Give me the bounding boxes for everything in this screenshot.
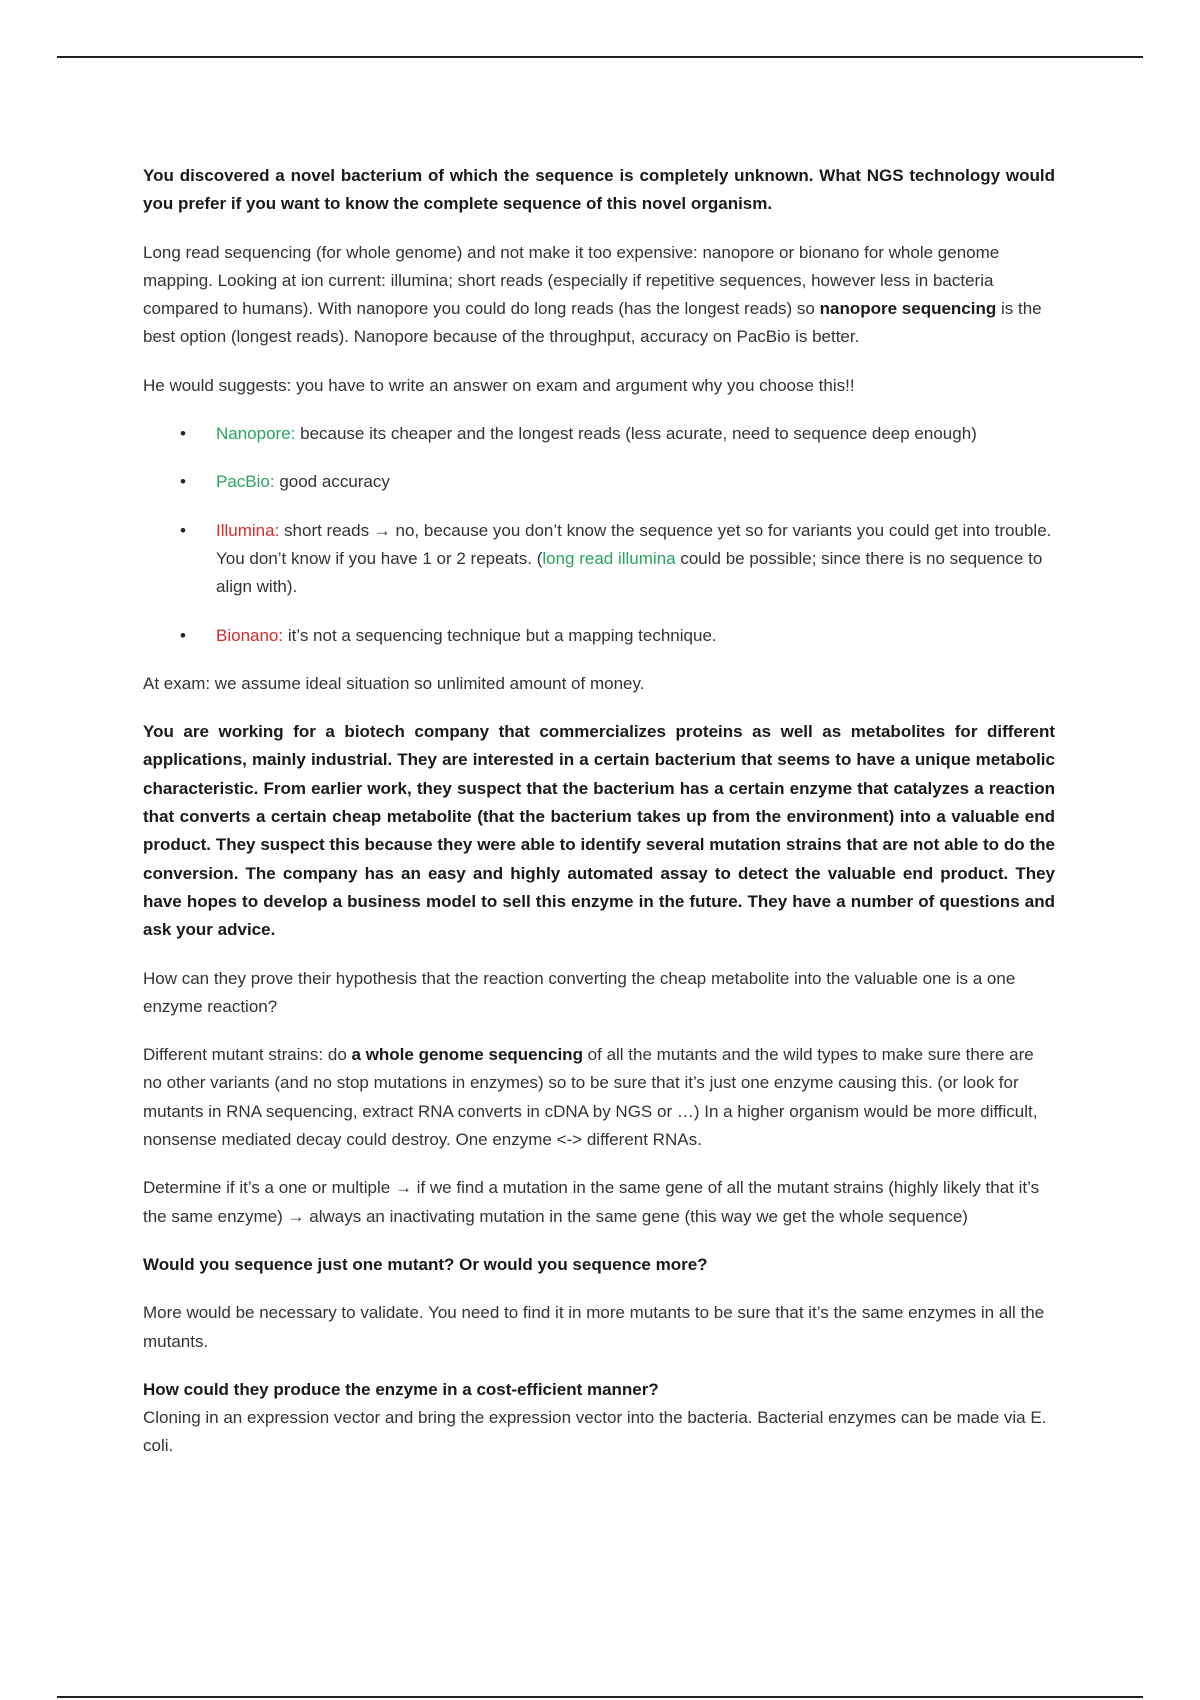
technology-list [143,420,1055,650]
bullet-icon: • [180,424,186,444]
long-read-illumina: long read illumina [542,548,676,568]
answer-determine: Determine if it’s a one or multiple → if we find a mutation in the same gene of all the mutant strains (highly likely that it’s the same enzyme) → always an inactivating mutation in the same gene (this way we get the whole sequence) [143,1178,1040,1226]
list-item-pacbio: • PacBio: good accuracy [216,468,1055,496]
bullet-icon: • [180,472,186,492]
question-sequence-more: Would you sequence just one mutant? Or would you sequence more? [143,1254,708,1274]
label-pacbio: PacBio: [216,472,275,492]
list-item-nanopore: • Nanopore: because its cheaper and the longest reads (less acurate, need to sequence deep enough) [216,420,1055,448]
question-produce-enzyme: How could they produce the enzyme in a cost-efficient manner? [143,1379,659,1399]
label-nanopore: Nanopore: [216,424,296,444]
document-body [143,162,1055,1481]
answer-produce-enzyme: Cloning in an expression vector and bring the expression vector into the bacteria. Bacterial enzymes can be made via E. coli. [143,1408,1047,1456]
label-bionano: Bionano: [216,625,284,645]
scenario-biotech: You are working for a biotech company that commercializes proteins as well as metabolites for different applications, mainly industrial. They are interested in a certain bacterium that seems to have a unique metabolic characteristic. From earlier work, they suspect that the bacterium has a certain enzyme that catalyzes a reaction that converts a certain cheap metabolite (that the bacterium takes up from the environment) into a valuable end product. They suspect this because they were able to identify several mutation strains that are not able to do the conversion. The company has an easy and highly automated assay to detect the valuable end product. They have hopes to develop a business model to sell this enzyme in the future. They have a number of questions and ask your advice. [143,722,1055,940]
exam-note: At exam: we assume ideal situation so unlimited amount of money. [143,673,645,693]
footer-rule [57,1696,1143,1698]
nanopore-sequencing-emphasis: nanopore sequencing [819,299,997,319]
suggestion-note: He would suggests: you have to write an answer on exam and argument why you choose this!! [143,375,855,395]
question-prove-hypothesis: How can they prove their hypothesis that the reaction converting the cheap metabolite into the valuable one is a one enzyme reaction? [143,968,1016,1016]
answer-mutant-strains: Different mutant strains: do a whole genome sequencing of all the mutants and the wild types to make sure there are no other variants (and no stop mutations in enzymes) so to be sure that it’s just one enzyme causing this. (or look for mutants in RNA sequencing, extract RNA converts in cDNA by NGS or …) In a higher organism would be more difficult, nonsense mediated decay could destroy. One enzyme <-> different RNAs. [143,1045,1038,1150]
whole-genome-emphasis: a whole genome sequencing [351,1045,583,1065]
header-rule [57,56,1143,58]
bullet-icon: • [180,520,186,540]
answer-sequence-more: More would be necessary to validate. You need to find it in more mutants to be sure that it’s the same enzymes in all the mutants. [143,1303,1045,1351]
question-novel-bacterium: You discovered a novel bacterium of which the sequence is completely unknown. What NGS technology would you prefer if you want to know the complete sequence of this novel organism. [143,166,1055,214]
list-item-illumina: • Illumina: short reads → no, because you don’t know the sequence yet so for variants you could get into trouble. You don’t know if you have 1 or 2 repeats. (long read illumina could be possible; since there is no sequence to align with). [216,517,1055,602]
bullet-icon: • [180,625,186,645]
answer-long-read: Long read sequencing (for whole genome) and not make it too expensive: nanopore or bionano for whole genome mapping. Looking at ion current: illumina; short reads (especially if repetitive sequences, however less in bacteria compared to humans). With nanopore you could do long reads (has the longest reads) so nanopore sequencing is the best option (longest reads). Nanopore because of the throughput, accuracy on PacBio is better. [143,242,1042,347]
label-illumina: Illumina: [216,520,280,540]
list-item-bionano: • Bionano: it’s not a sequencing technique but a mapping technique. [216,622,1055,650]
